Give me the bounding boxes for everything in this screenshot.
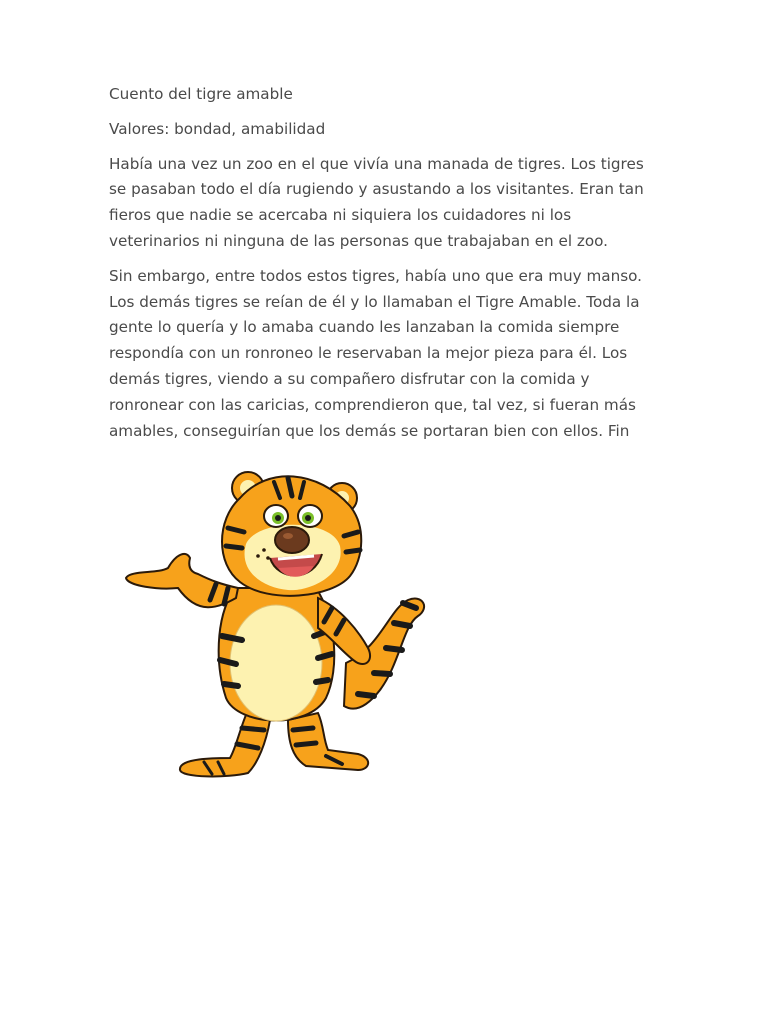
story-title: Cuento del tigre amable (109, 85, 293, 103)
story-values: Valores: bondad, amabilidad (109, 119, 326, 138)
story-text (109, 82, 664, 453)
story-paragraph-1: Había una vez un zoo en el que vivía una manada de tigres. Los tigres se pasaban todo el día rugiendo y asustando a los visitantes. Eran tan fieros que nadie se acercaba ni siquiera los cuidadores ni los veterinarios ni ninguna de las personas que trabajaban en el zoo. (109, 154, 644, 250)
cartoon-tiger-illustration (118, 458, 428, 788)
story-paragraph-2: Sin embargo, entre todos estos tigres, había uno que era muy manso. Los demás tigres se reían de él y lo llamaban el Tigre Amable. Toda la gente lo quería y lo amaba cuando les lanzaban la comida siempre respondía con un ronroneo le reservaban la mejor pieza para él. Los demás tigres, viendo a su compañero disfrutar con la comida y ronronear con las caricias, comprendieron que, tal vez, si fueran más amables, conseguirían que los demás se portaran bien con ellos. Fin (109, 266, 642, 440)
